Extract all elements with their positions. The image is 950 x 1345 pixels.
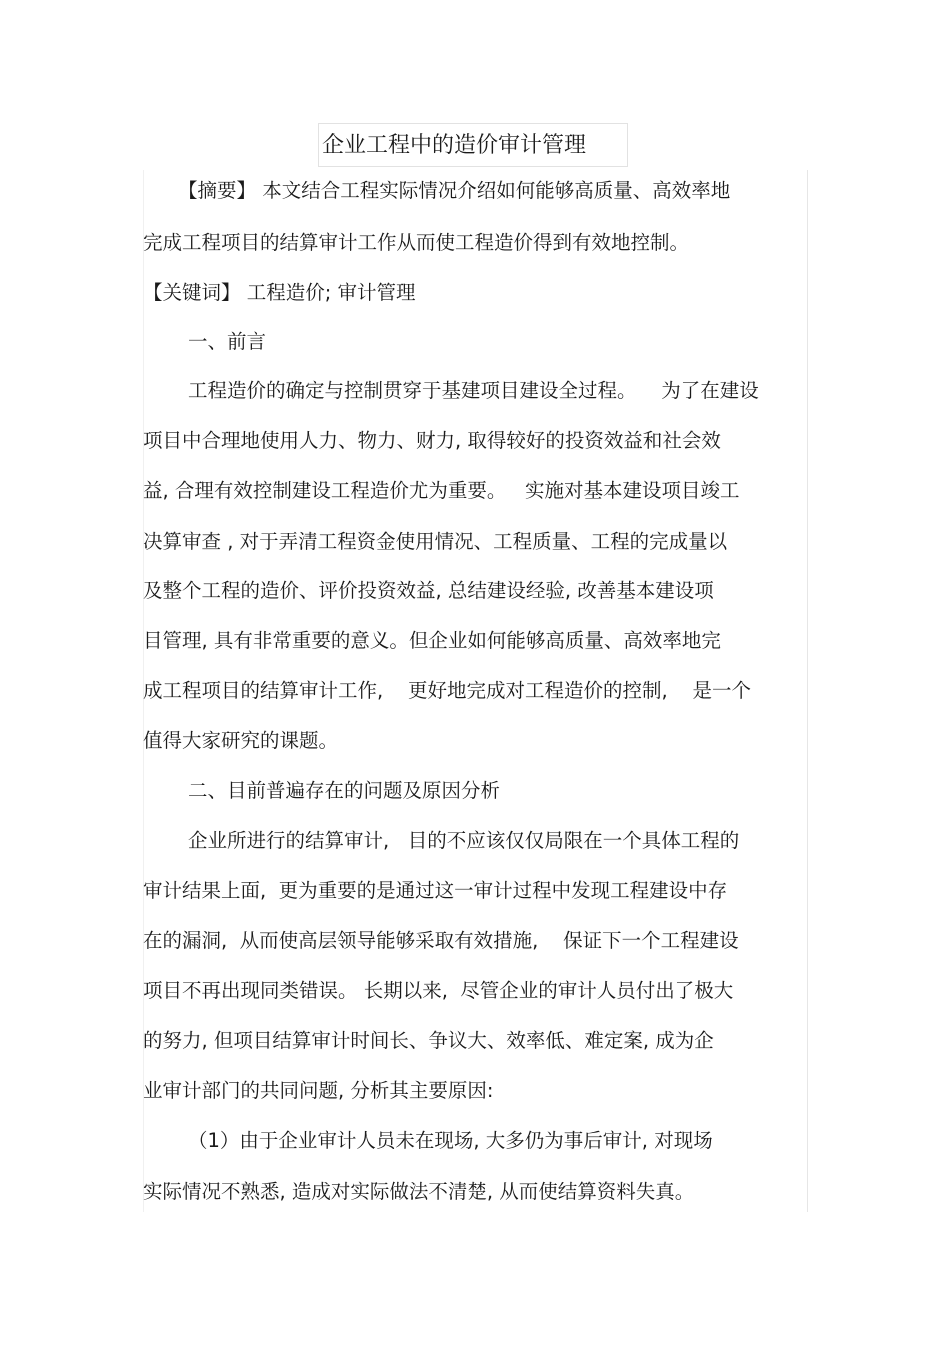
- text-line: 企业所进行的结算审计, 目的不应该仅仅局限在一个具体工程的: [188, 829, 740, 852]
- document-title: 企业工程中的造价审计管理: [322, 133, 587, 158]
- text-line: 二、目前普遍存在的问题及原因分析: [188, 779, 501, 802]
- text-line: 项目不再出现同类错误。 长期以来, 尽管企业的审计人员付出了极大: [143, 979, 734, 1002]
- text-line: 实际情况不熟悉, 造成对实际做法不清楚, 从而使结算资料失真。: [143, 1180, 695, 1203]
- text-line: 目管理, 具有非常重要的意义。但企业如何能够高质量、高效率地完: [143, 629, 721, 652]
- text-line: 在的漏洞, 从而使高层领导能够采取有效措施, 保证下一个工程建设: [143, 929, 739, 952]
- text-line: 一、前言: [188, 330, 267, 353]
- text-line: 益, 合理有效控制建设工程造价尤为重要。 实施对基本建设项目竣工: [143, 479, 740, 502]
- text-line: 及整个工程的造价、评价投资效益, 总结建设经验, 改善基本建设项: [143, 579, 714, 602]
- text-line: 的努力, 但项目结算审计时间长、争议大、效率低、难定案, 成为企: [143, 1029, 714, 1052]
- text-line: 审计结果上面, 更为重要的是通过这一审计过程中发现工程建设中存: [143, 879, 728, 902]
- text-line: 值得大家研究的课题。: [143, 729, 339, 752]
- text-line: 决算审查 , 对于弄清工程资金使用情况、工程质量、工程的完成量以: [143, 530, 728, 553]
- text-line: 【摘要】 本文结合工程实际情况介绍如何能够高质量、高效率地: [178, 179, 731, 202]
- text-line: 业审计部门的共同问题, 分析其主要原因:: [143, 1079, 494, 1102]
- text-line: 工程造价的确定与控制贯穿于基建项目建设全过程。 为了在建设: [188, 379, 759, 402]
- text-line: （1）由于企业审计人员未在现场, 大多仍为事后审计, 对现场: [188, 1129, 713, 1152]
- text-line: 成工程项目的结算审计工作, 更好地完成对工程造价的控制, 是一个: [143, 679, 751, 702]
- text-line: 【关键词】 工程造价; 审计管理: [143, 281, 416, 304]
- text-line: 完成工程项目的结算审计工作从而使工程造价得到有效地控制。: [143, 231, 690, 254]
- text-line: 项目中合理地使用人力、物力、财力, 取得较好的投资效益和社会效: [143, 429, 721, 452]
